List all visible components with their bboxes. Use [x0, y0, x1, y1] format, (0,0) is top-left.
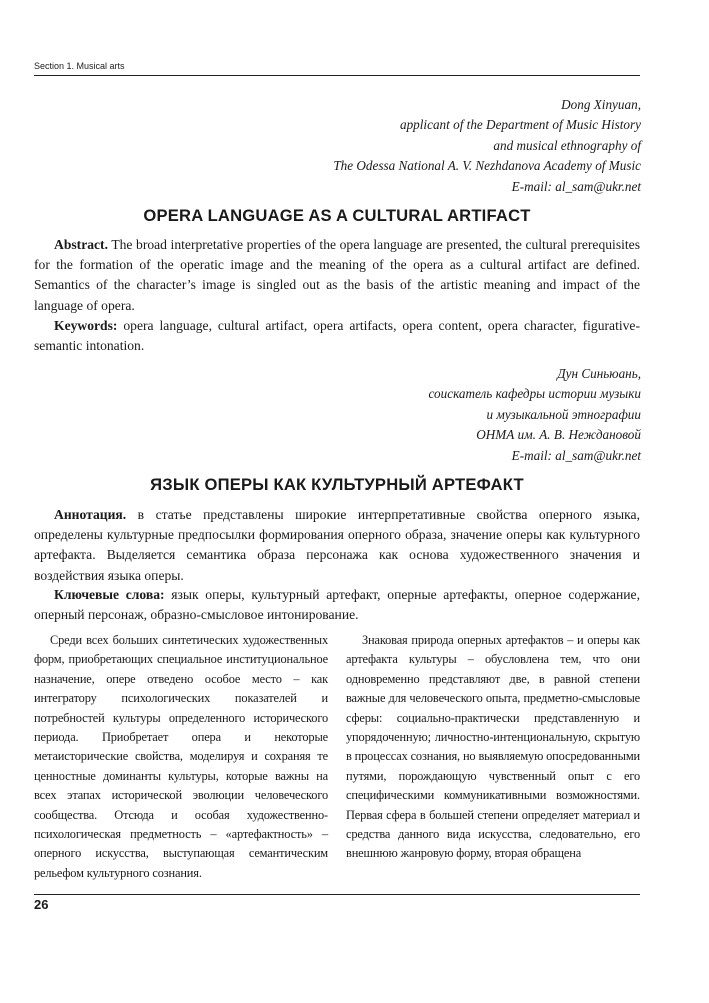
author-block-ru: [429, 364, 642, 466]
page-number: 26: [34, 897, 49, 912]
author-affiliation-line: и музыкальной этнографии: [486, 406, 641, 422]
abstract-label: Аннотация.: [54, 507, 127, 522]
author-affiliation-line: applicant of the Department of Music History: [399, 117, 641, 133]
article-title-en: OPERA LANGUAGE AS A CULTURAL ARTIFACT: [143, 206, 531, 225]
keywords-label: Keywords:: [54, 318, 118, 333]
abstract-ru: [34, 505, 640, 586]
author-affiliation-line: соискатель кафедры истории музыки: [428, 386, 641, 402]
abstract-text: в статье представлены широкие интерпретативные свойства оперного языка, определены культурные предпосылки формирования оперного образа, значение оперы как культурного артефакта. Выделяется семантика образа персонажа как основа художественного значения и воздействия языка оперы.: [34, 507, 640, 583]
article-title-ru: ЯЗЫК ОПЕРЫ КАК КУЛЬТУРНЫЙ АРТЕФАКТ: [150, 475, 524, 494]
header-rule: [34, 75, 640, 76]
keywords-ru: [34, 585, 640, 625]
keywords-label: Ключевые слова:: [54, 587, 165, 602]
keywords-text: opera language, cultural artifact, opera artifacts, opera content, opera character, figurative-semantic intonation.: [34, 318, 640, 354]
footer-rule: [34, 894, 640, 895]
author-affiliation-line: The Odessa National A. V. Nezhdanova Academy of Music: [333, 158, 641, 174]
abstract-en: [34, 235, 640, 316]
abstract-text: The broad interpretative properties of the opera language are presented, the cultural prerequisites for the formation of the operatic image and the meaning of the opera as a cultural artifact are defined. Semantics of the character’s image is singled out as the basis of the artistic meaning and impact of the language of opera.: [34, 237, 640, 313]
author-affiliation-line: ОНМА им. А. В. Неждановой: [476, 427, 641, 443]
abstract-label: Abstract.: [54, 237, 108, 252]
keywords-text: язык оперы, культурный артефакт, оперные артефакты, оперное содержание, оперный персонаж, образно-смысловое интонирование.: [34, 587, 640, 623]
author-affiliation-line: and musical ethnography of: [493, 137, 641, 153]
author-email: E-mail: al_sam@ukr.net: [511, 447, 641, 463]
author-name: Дун Синьюань,: [557, 366, 641, 381]
running-head: Section 1. Musical arts: [34, 61, 125, 71]
author-name: Dong Xinyuan,: [561, 97, 641, 112]
body-column-left: Среди всех больших синтетических художественных форм, приобретающих специальное институциональное назначение, опере отведено особое место – как интегратору психологических показателей и потребностей культуры определенного исторического периода. Приобретает опера и некоторые метаисторические свойства, моделируя и сохраняя те ценностные доминанты культуры, которые важны на всех этапах исторической эволюции человеческого сообщества. Отсюда и особая художественно-психологическая предметность – «артефактность» – оперного искусства, выступающая семантическим рельефом культурного сознания.: [34, 633, 328, 880]
author-email: E-mail: al_sam@ukr.net: [511, 178, 641, 194]
keywords-en: [34, 316, 640, 356]
body-column-right: Знаковая природа оперных артефактов – и оперы как артефакта культуры – обусловлена тем, что они одновременно представляют две, в равной степени важные для человеческого опыта, предметно-смысловые сферы: социально-практически представленную и упорядоченную; личностно-интенциональную, скрытую в процессах сознания, но выявляемую опосредованными путями, порождающую чувственный опыт с его специфическими коммуникативными возможностями. Первая сфера в большей степени определяет материал и средства данного вида искусства, следовательно, его внешнюю жанровую форму, вторая обращена: [346, 633, 640, 861]
author-block-en: [333, 95, 641, 197]
